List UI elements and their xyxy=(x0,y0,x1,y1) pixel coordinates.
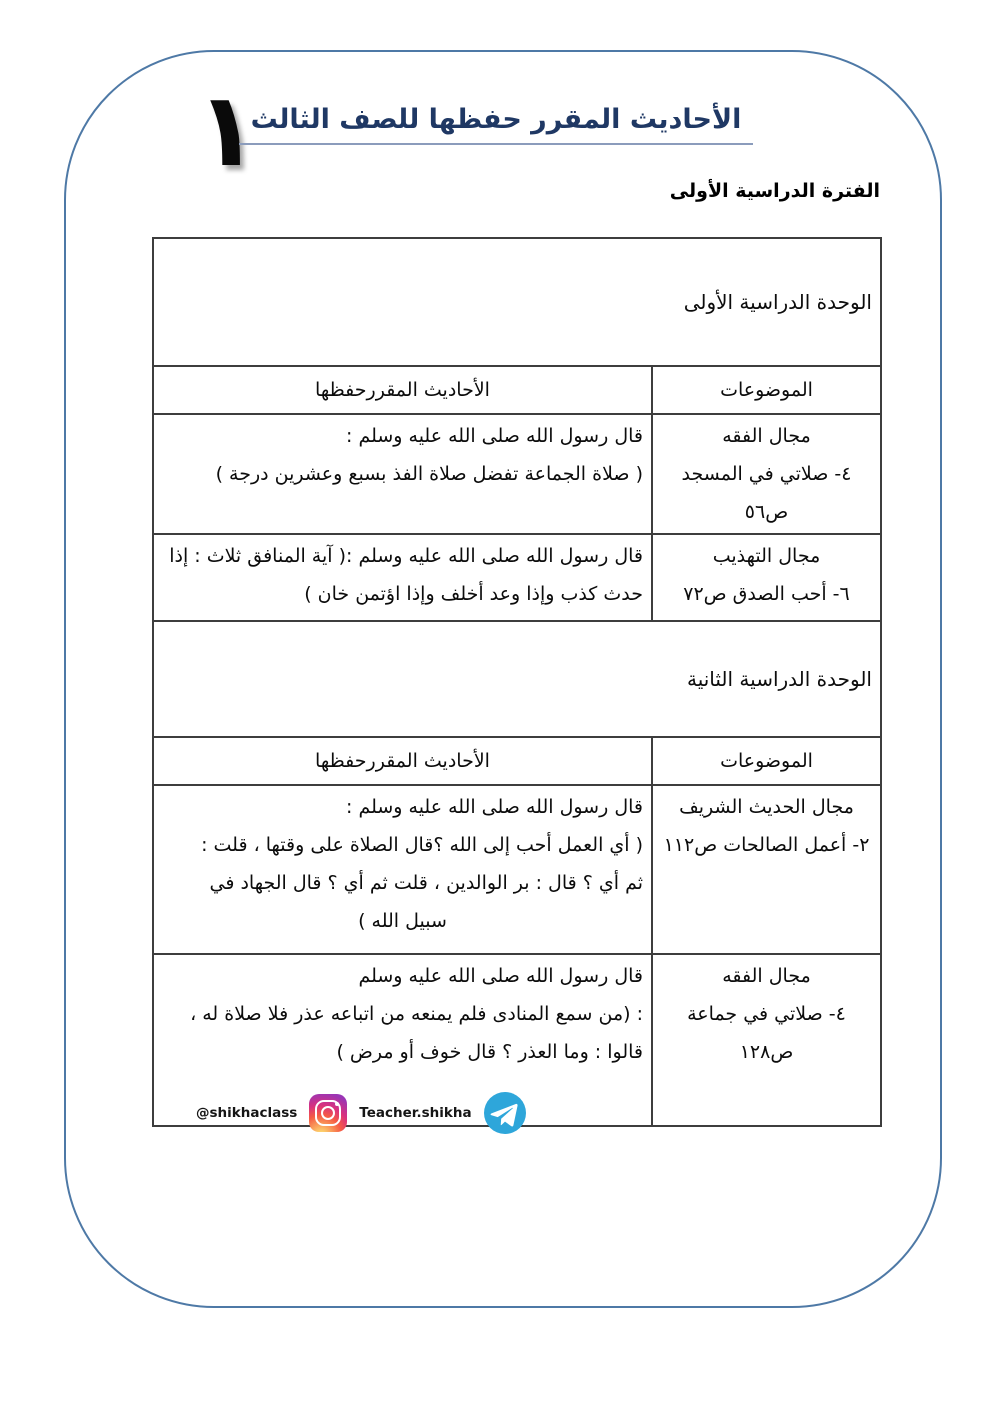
table-row xyxy=(153,534,881,621)
topic-cell xyxy=(652,534,881,621)
instagram-icon xyxy=(309,1094,347,1132)
page-title: الأحاديث المقرر حفظها للصف الثالث xyxy=(239,104,754,145)
col-header-topics: الموضوعات xyxy=(652,737,881,785)
hadith-cell xyxy=(153,785,652,954)
hadith-line: ثم أي ؟ قال : بر الوالدين ، قلت ثم أي ؟ قال الجهاد في xyxy=(209,872,643,894)
topic-line: مجال الحديث الشريف xyxy=(679,796,854,818)
telegram-handle: Teacher.shikha xyxy=(359,1105,472,1121)
topic-cell xyxy=(652,785,881,954)
col-header-hadith: الأحاديث المقررحفظها xyxy=(153,737,652,785)
table-row xyxy=(153,238,881,366)
hadith-line: قال رسول الله صلى الله عليه وسلم : xyxy=(346,796,643,818)
hadith-line: ( صلاة الجماعة تفضل صلاة الفذ بسبع وعشرين درجة ) xyxy=(215,463,643,485)
hadith-line: قالوا : وما العذر ؟ قال خوف أو مرض ) xyxy=(336,1041,643,1063)
hadith-cell xyxy=(153,414,652,534)
footer xyxy=(196,1092,526,1134)
hadith-table xyxy=(152,237,882,1127)
topic-line: ٤- صلاتي في جماعة ص١٢٨ xyxy=(687,1003,846,1063)
table-row xyxy=(153,366,881,414)
instagram-icon-dot xyxy=(335,1102,339,1106)
hadith-line: حدث كذب وإذا وعد أخلف وإذا اؤتمن خان ) xyxy=(304,583,643,605)
topic-line: مجال التهذيب xyxy=(712,545,821,567)
title-row xyxy=(0,104,992,145)
telegram-icon xyxy=(484,1092,526,1134)
instagram-handle: @shikhaclass xyxy=(196,1105,298,1121)
hadith-line: : (من سمع المنادى فلم يمنعه من اتباعه عذر فلا صلاة له ، xyxy=(190,1003,643,1025)
unit-1-title: الوحدة الدراسية الأولى xyxy=(153,238,881,366)
table-row xyxy=(153,414,881,534)
topic-line: ٦- أحب الصدق ص٧٢ xyxy=(683,583,850,605)
topic-line: ٤- صلاتي في المسجد ص٥٦ xyxy=(681,463,852,523)
page-number: ١ xyxy=(196,71,259,190)
table-row xyxy=(153,737,881,785)
col-header-topics: الموضوعات xyxy=(652,366,881,414)
topic-cell xyxy=(652,954,881,1126)
col-header-hadith: الأحاديث المقررحفظها xyxy=(153,366,652,414)
hadith-line: سبيل الله ) xyxy=(358,910,447,932)
hadith-line: قال رسول الله صلى الله عليه وسلم xyxy=(358,965,643,987)
topic-line: ٢- أعمل الصالحات ص١١٢ xyxy=(663,834,870,856)
topic-line: مجال الفقه xyxy=(722,425,811,447)
hadith-line: قال رسول الله صلى الله عليه وسلم : xyxy=(346,425,643,447)
unit-2-title: الوحدة الدراسية الثانية xyxy=(153,621,881,737)
hadith-line: ( أي العمل أحب إلى الله ؟قال الصلاة على وقتها ، قلت : xyxy=(201,834,643,856)
term-heading: الفترة الدراسية الأولى xyxy=(669,180,880,202)
topic-cell xyxy=(652,414,881,534)
topic-line: مجال الفقه xyxy=(722,965,811,987)
hadith-cell xyxy=(153,534,652,621)
hadith-line: قال رسول الله صلى الله عليه وسلم :( آية المنافق ثلاث : إذا xyxy=(169,545,643,567)
table-row xyxy=(153,621,881,737)
table-row xyxy=(153,785,881,954)
